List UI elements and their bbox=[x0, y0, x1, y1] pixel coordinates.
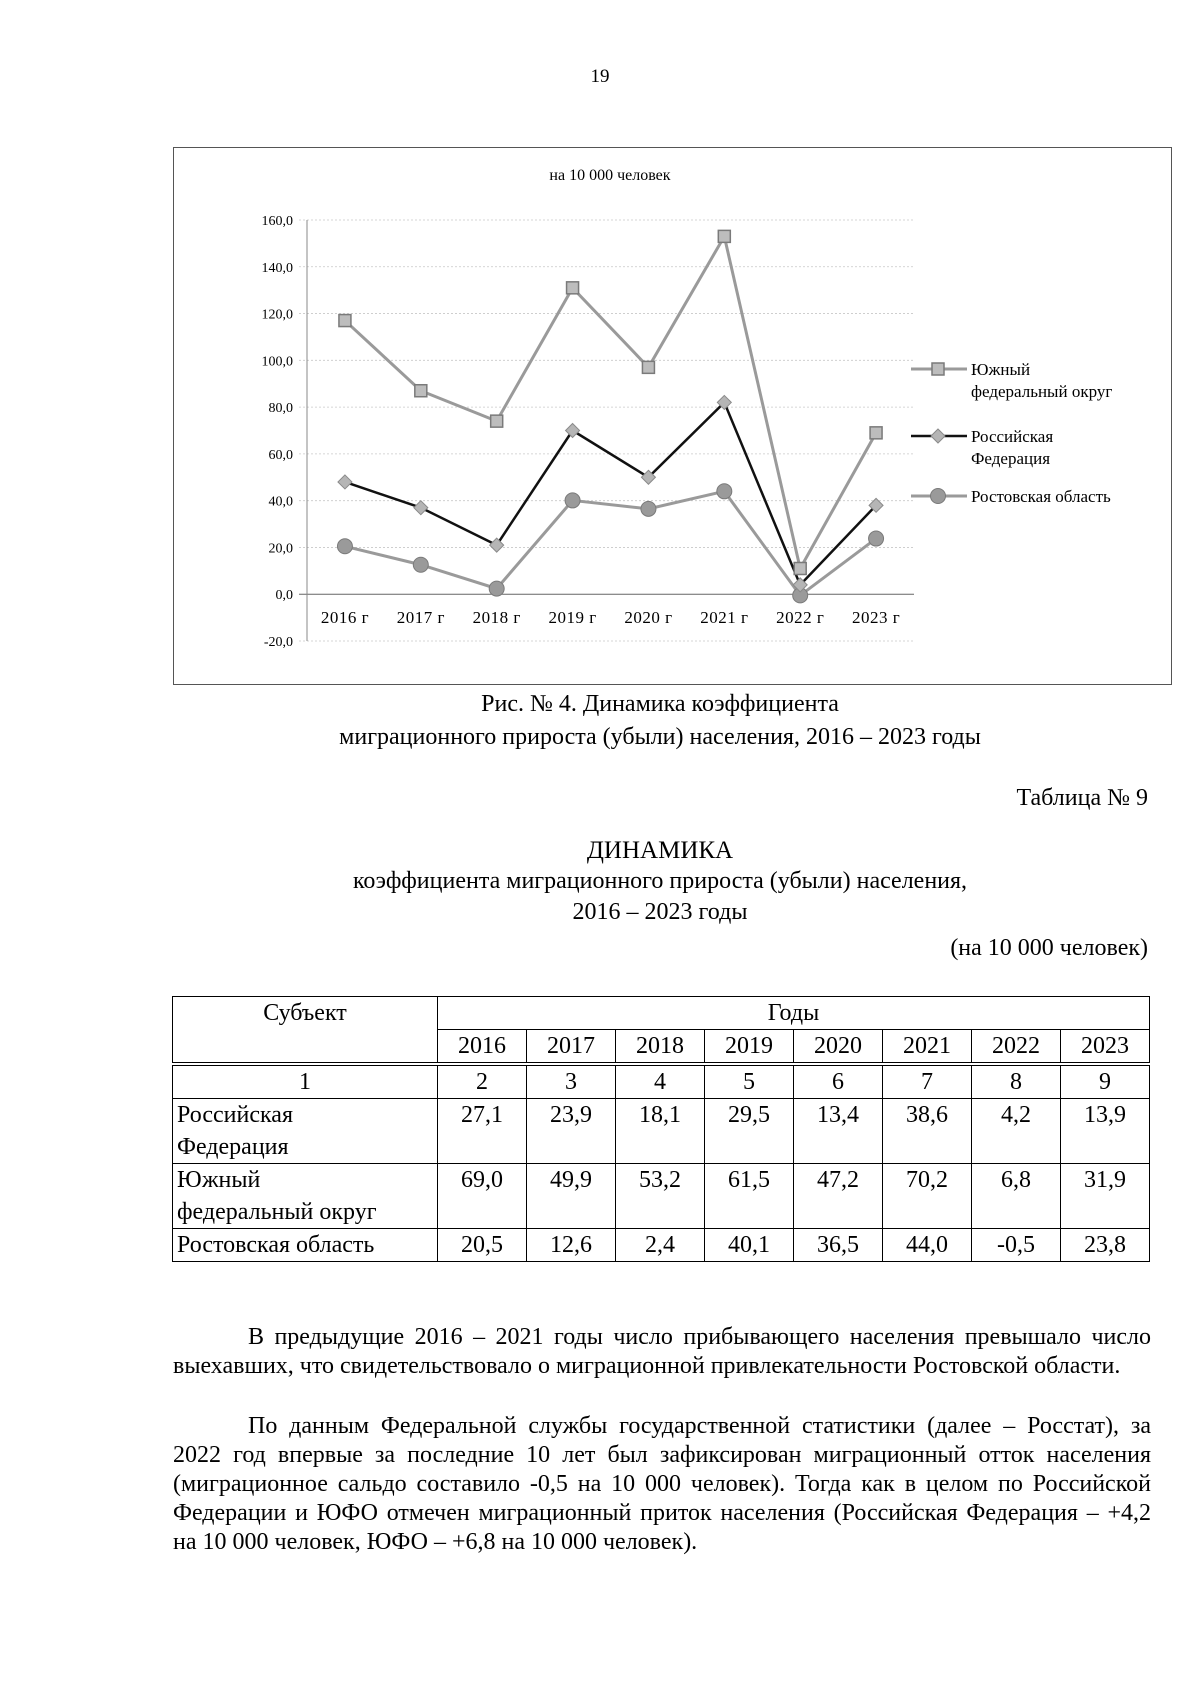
data-point bbox=[489, 581, 504, 596]
value-cell: 2,4 bbox=[616, 1229, 705, 1262]
data-point bbox=[415, 385, 427, 397]
year-cell: 2023 bbox=[1061, 1030, 1150, 1065]
value-cell: 23,9 bbox=[527, 1099, 616, 1164]
data-point bbox=[870, 427, 882, 439]
index-cell: 1 bbox=[173, 1064, 438, 1099]
value-cell: 31,9 bbox=[1061, 1164, 1150, 1229]
index-cell: 5 bbox=[705, 1064, 794, 1099]
legend-label: Ростовская область bbox=[971, 487, 1111, 506]
y-tick-label: 0,0 bbox=[275, 588, 293, 604]
data-point bbox=[565, 493, 580, 508]
subject-cell bbox=[173, 1099, 438, 1164]
year-cell: 2019 bbox=[705, 1030, 794, 1065]
x-tick-label: 2017 г bbox=[396, 608, 445, 628]
subject-line: Ростовская область bbox=[177, 1232, 375, 1258]
data-point bbox=[567, 282, 579, 294]
data-point bbox=[413, 557, 428, 572]
paragraph-2: По данным Федеральной службы государственной статистики (далее – Росстат), за 2022 год впервые за последние 10 лет был зафиксирован миграционный отток населения (миграционное сальдо составило -0,5 на 10 000 человек). Тогда как в целом по Российской Федерации и ЮФО отмечен миграционный приток населения (Российская Федерация – +4,2 на 10 000 человек, ЮФО – +6,8 на 10 000 человек). bbox=[173, 1413, 1151, 1555]
year-cell: 2016 bbox=[438, 1030, 527, 1065]
value-cell: 49,9 bbox=[527, 1164, 616, 1229]
subject-line: Российская bbox=[177, 1102, 293, 1128]
value-cell: 36,5 bbox=[794, 1229, 883, 1262]
y-tick-label: 160,0 bbox=[261, 214, 293, 229]
subject-line: Федерация bbox=[177, 1134, 289, 1160]
x-tick-label: 2020 г bbox=[624, 608, 673, 628]
y-tick-label: -20,0 bbox=[263, 635, 293, 650]
data-point bbox=[869, 531, 884, 546]
table-row-south bbox=[173, 1164, 1150, 1229]
subject-line: Южный bbox=[177, 1167, 261, 1193]
chart-title: на 10 000 человек bbox=[549, 167, 671, 184]
years-header-cell: Годы bbox=[438, 997, 1150, 1030]
figure-caption-line1: Рис. № 4. Динамика коэффициента bbox=[481, 691, 839, 717]
data-point bbox=[491, 415, 503, 427]
value-cell: 6,8 bbox=[972, 1164, 1061, 1229]
data-point bbox=[490, 538, 504, 552]
value-cell: 38,6 bbox=[883, 1099, 972, 1164]
value-cell: 44,0 bbox=[883, 1229, 972, 1262]
table-row-russia bbox=[173, 1099, 1150, 1164]
table-unit: (на 10 000 человек) bbox=[950, 935, 1148, 961]
year-cell: 2021 bbox=[883, 1030, 972, 1065]
legend-marker bbox=[931, 489, 946, 504]
y-tick-label: 80,0 bbox=[268, 401, 293, 417]
data-point bbox=[338, 475, 352, 489]
y-tick-label: 120,0 bbox=[261, 307, 293, 323]
value-cell: 40,1 bbox=[705, 1229, 794, 1262]
index-cell: 6 bbox=[794, 1064, 883, 1099]
figure-caption bbox=[0, 688, 1200, 754]
value-cell: 27,1 bbox=[438, 1099, 527, 1164]
value-cell: 61,5 bbox=[705, 1164, 794, 1229]
value-cell: 20,5 bbox=[438, 1229, 527, 1262]
subject-cell bbox=[173, 1164, 438, 1229]
value-cell: 4,2 bbox=[972, 1099, 1061, 1164]
year-cell: 2017 bbox=[527, 1030, 616, 1065]
table-row-rostov bbox=[173, 1229, 1150, 1262]
table-heading-line2: коэффициента миграционного прироста (убыли) населения, bbox=[352, 868, 968, 894]
table-heading bbox=[0, 835, 1200, 928]
value-cell: 29,5 bbox=[705, 1099, 794, 1164]
legend-label: Российская bbox=[971, 427, 1054, 446]
x-tick-label: 2019 г bbox=[548, 608, 597, 628]
year-cell: 2018 bbox=[616, 1030, 705, 1065]
data-point bbox=[337, 539, 352, 554]
index-cell: 9 bbox=[1061, 1064, 1150, 1099]
data-point bbox=[641, 501, 656, 516]
y-tick-label: 60,0 bbox=[268, 447, 293, 463]
legend-label: Южный bbox=[971, 360, 1031, 379]
data-point bbox=[339, 315, 351, 327]
legend-marker bbox=[932, 363, 944, 375]
index-cell: 8 bbox=[972, 1064, 1061, 1099]
value-cell: 18,1 bbox=[616, 1099, 705, 1164]
subject-header-cell: Субъект bbox=[173, 997, 438, 1065]
y-tick-label: 20,0 bbox=[268, 541, 293, 557]
page-number: 19 bbox=[590, 66, 610, 87]
table-index-row bbox=[173, 1064, 1150, 1099]
data-point bbox=[717, 484, 732, 499]
table-heading-title: ДИНАМИКА bbox=[586, 837, 734, 864]
paragraph-1: В предыдущие 2016 – 2021 годы число прибывающего населения превышало число выехавших, что свидетельствовало о миграционной привлекательности Ростовской области. bbox=[173, 1324, 1151, 1379]
migration-line-chart bbox=[174, 148, 1170, 683]
subject-line: федеральный округ bbox=[177, 1199, 377, 1225]
figure-caption-line2: миграционного прироста (убыли) населения, 2016 – 2023 годы bbox=[339, 724, 981, 750]
value-cell: -0,5 bbox=[972, 1229, 1061, 1262]
x-tick-label: 2021 г bbox=[700, 608, 749, 628]
legend-label: федеральный округ bbox=[971, 382, 1113, 401]
year-cell: 2022 bbox=[972, 1030, 1061, 1065]
index-cell: 7 bbox=[883, 1064, 972, 1099]
value-cell: 23,8 bbox=[1061, 1229, 1150, 1262]
legend-label: Федерация bbox=[971, 449, 1051, 468]
y-tick-label: 140,0 bbox=[261, 260, 293, 276]
x-tick-label: 2022 г bbox=[776, 608, 825, 628]
series-line bbox=[345, 236, 876, 568]
data-point bbox=[414, 501, 428, 515]
value-cell: 47,2 bbox=[794, 1164, 883, 1229]
index-cell: 2 bbox=[438, 1064, 527, 1099]
value-cell: 53,2 bbox=[616, 1164, 705, 1229]
y-tick-label: 100,0 bbox=[261, 354, 293, 370]
table-heading-line3: 2016 – 2023 годы bbox=[572, 899, 748, 925]
data-point bbox=[718, 230, 730, 242]
value-cell: 13,9 bbox=[1061, 1099, 1150, 1164]
y-tick-label: 40,0 bbox=[268, 494, 293, 510]
table-label: Таблица № 9 bbox=[1016, 785, 1148, 811]
data-point bbox=[566, 424, 580, 438]
migration-table bbox=[172, 996, 1150, 1262]
legend-marker bbox=[931, 429, 945, 443]
index-cell: 4 bbox=[616, 1064, 705, 1099]
data-point bbox=[642, 361, 654, 373]
year-cell: 2020 bbox=[794, 1030, 883, 1065]
x-tick-label: 2018 г bbox=[472, 608, 521, 628]
subject-cell bbox=[173, 1229, 438, 1262]
table-header-row bbox=[173, 997, 1150, 1030]
chart-frame bbox=[173, 147, 1172, 685]
value-cell: 12,6 bbox=[527, 1229, 616, 1262]
value-cell: 69,0 bbox=[438, 1164, 527, 1229]
index-cell: 3 bbox=[527, 1064, 616, 1099]
value-cell: 13,4 bbox=[794, 1099, 883, 1164]
x-tick-label: 2023 г bbox=[851, 608, 901, 628]
data-point bbox=[794, 562, 806, 574]
x-tick-label: 2016 г bbox=[320, 608, 370, 628]
value-cell: 70,2 bbox=[883, 1164, 972, 1229]
